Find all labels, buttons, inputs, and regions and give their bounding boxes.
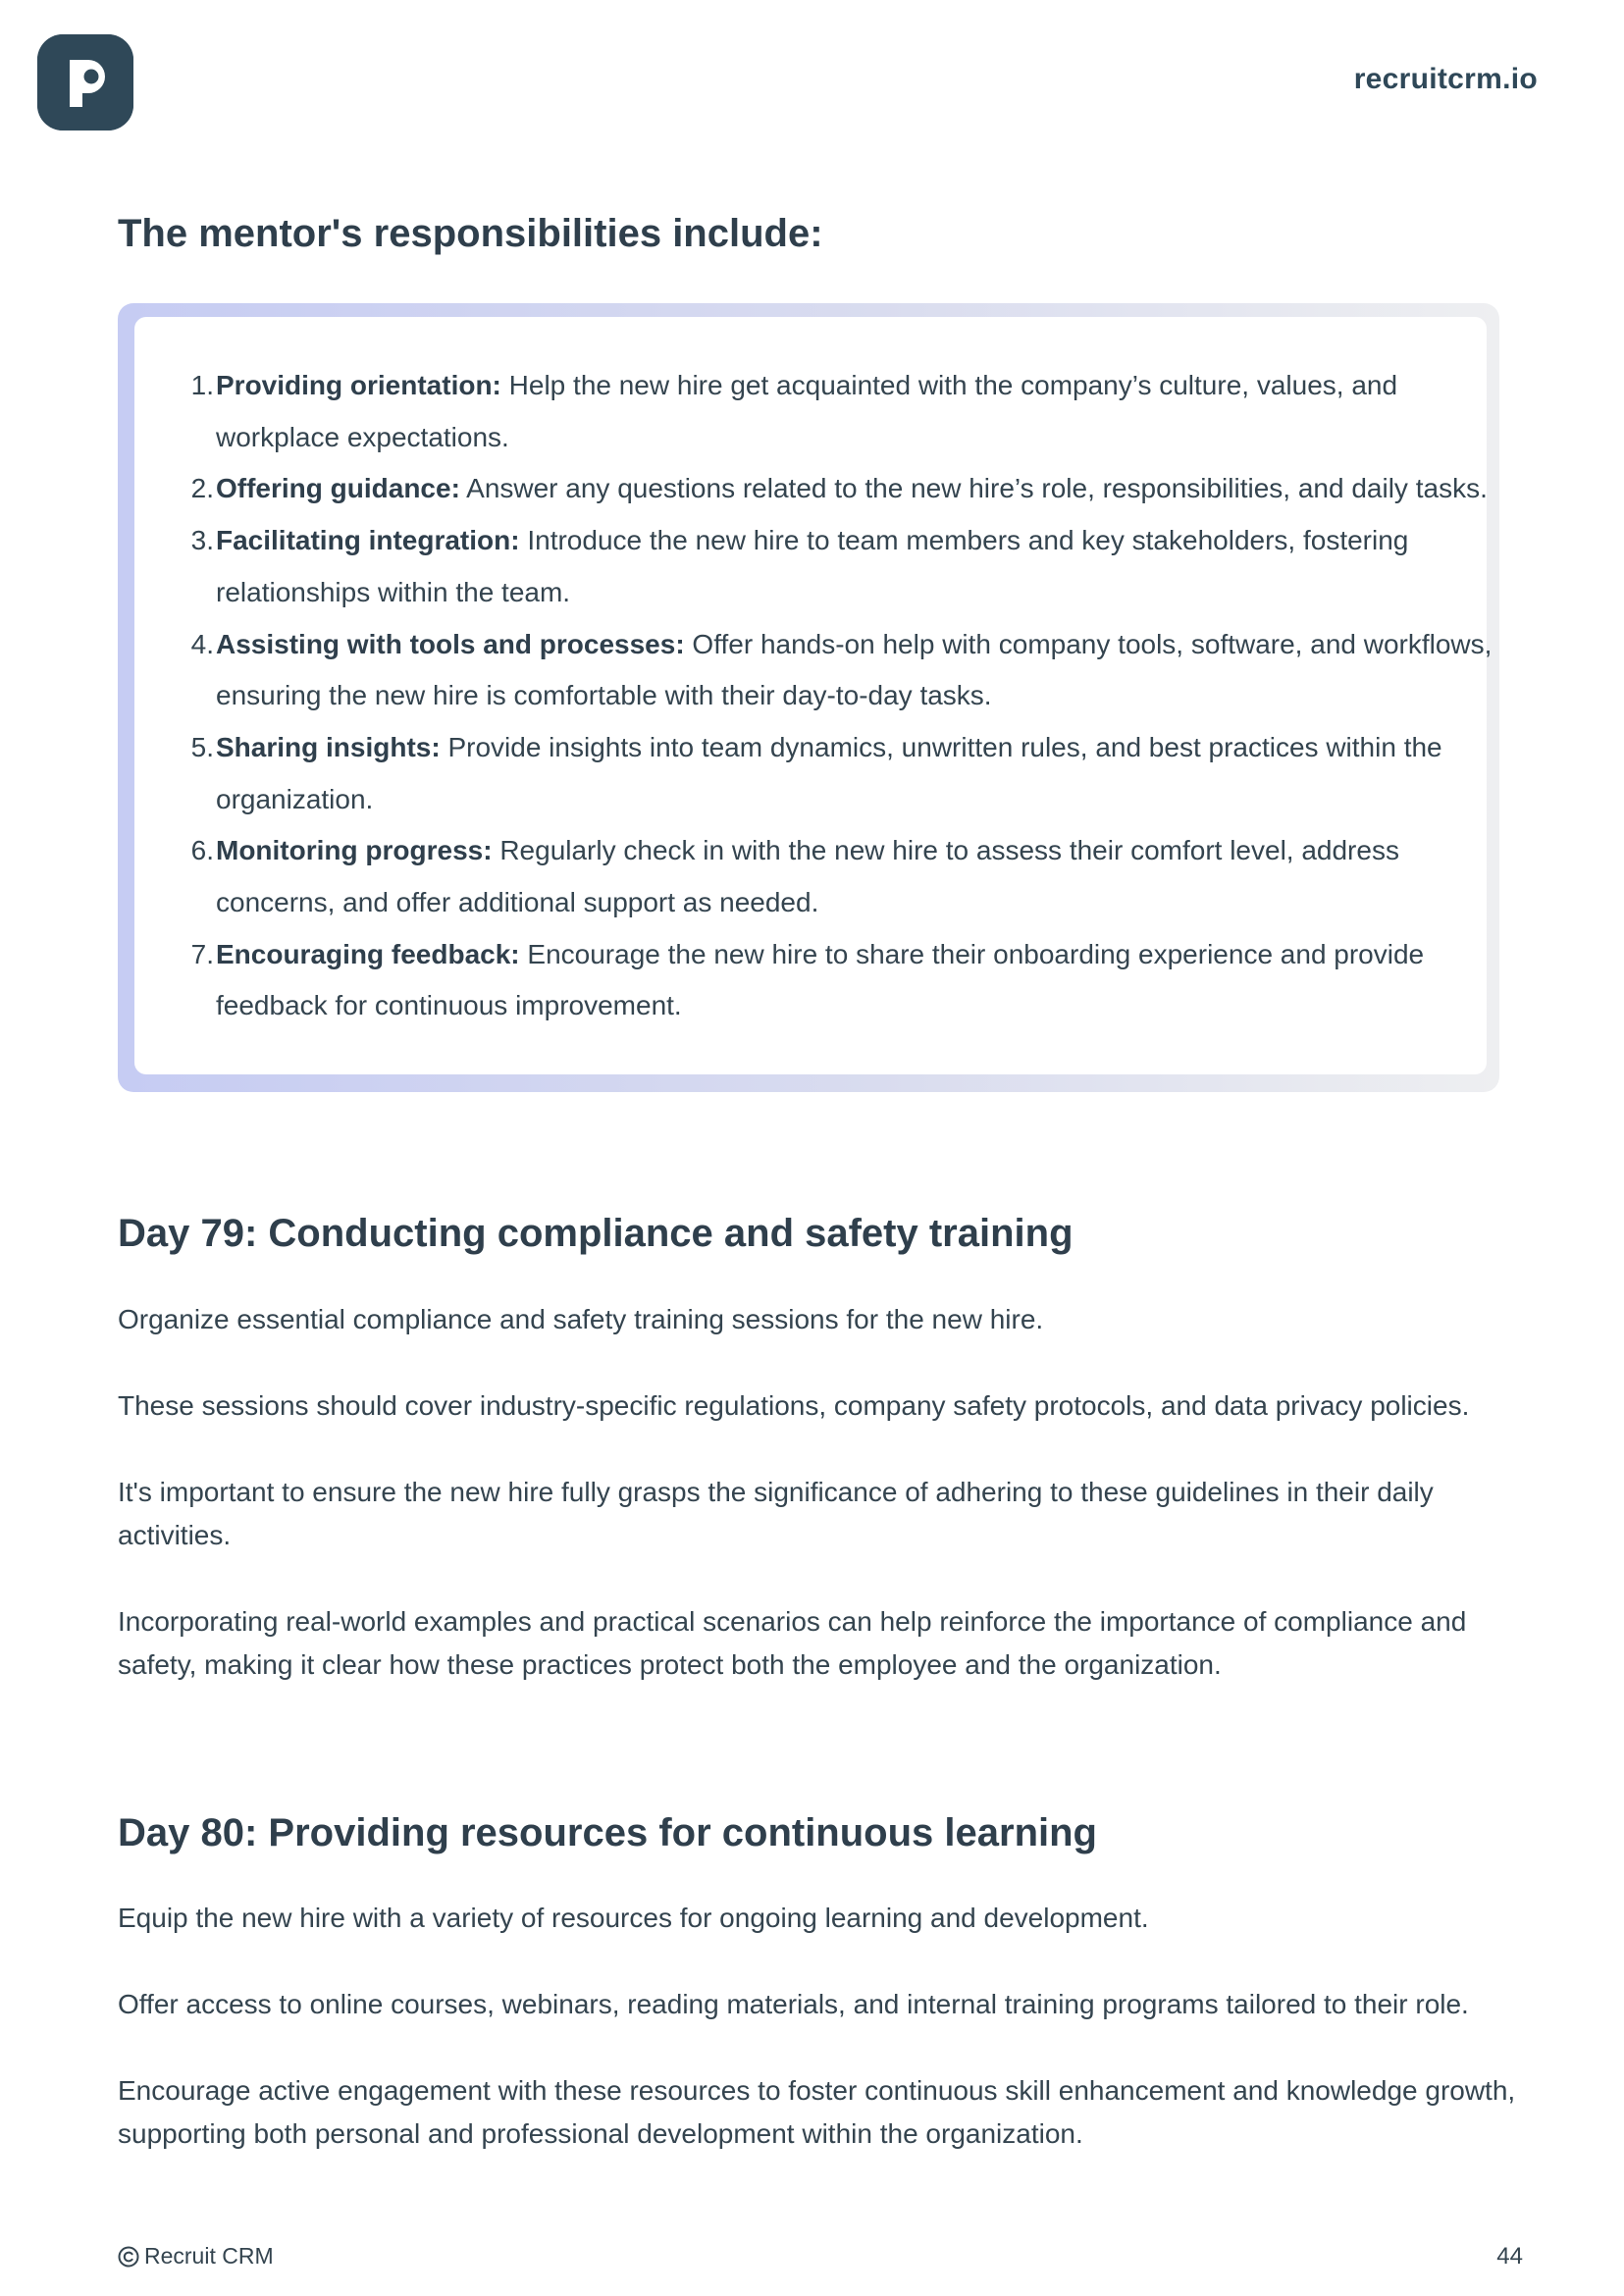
list-text: Offer hands-on help with company tools, software, and workflows, ensuring the new hire is comfortable with their day-to-day tasks. [216, 628, 1493, 711]
day79-paragraph: These sessions should cover industry-specific regulations, company safety protocols, and data privacy policies. [118, 1390, 1470, 1421]
recruitcrm-logo-icon [37, 34, 133, 130]
list-number: 2. [190, 473, 214, 504]
responsibilities-card [118, 303, 1499, 1092]
list-text: Provide insights into team dynamics, unwritten rules, and best practices within the organization. [216, 731, 1442, 814]
mentor-heading: The mentor's responsibilities include: [118, 212, 823, 255]
list-text: Encourage the new hire to share their onboarding experience and provide feedback for continuous improvement. [216, 938, 1425, 1021]
footer-company: Recruit CRM [144, 2243, 274, 2269]
list-number: 3. [190, 525, 214, 556]
footer-copyright [118, 2243, 274, 2270]
list-text: Introduce the new hire to team members and key stakeholders, fostering relationships within the team. [216, 525, 1409, 607]
list-number: 7. [190, 938, 214, 969]
list-item [190, 360, 1501, 463]
copyright-icon [118, 2246, 139, 2268]
day79-paragraph: Organize essential compliance and safety training sessions for the new hire. [118, 1304, 1044, 1334]
list-item [190, 515, 1501, 618]
day79-heading: Day 79: Conducting compliance and safety training [118, 1212, 1074, 1255]
list-number: 4. [190, 628, 214, 659]
list-item [190, 463, 1501, 515]
list-item [190, 929, 1501, 1032]
list-term: Encouraging feedback: [216, 938, 520, 969]
day79-paragraph: Incorporating real-world examples and practical scenarios can help reinforce the importance of compliance and safety, making it clear how these practices protect both the employee and the organization. [118, 1606, 1467, 1680]
day80-paragraph: Offer access to online courses, webinars, reading materials, and internal training programs tailored to their role. [118, 1989, 1469, 2019]
day80-paragraph: Equip the new hire with a variety of resources for ongoing learning and development. [118, 1903, 1149, 1933]
list-item [190, 825, 1501, 928]
list-text: Answer any questions related to the new hire’s role, responsibilities, and daily tasks. [459, 473, 1488, 504]
list-item [190, 619, 1501, 722]
list-number: 1. [190, 370, 214, 400]
list-term: Offering guidance: [216, 473, 460, 504]
day80-paragraph: Encourage active engagement with these resources to foster continuous skill enhancement and knowledge growth, supporting both personal and professional development within the organization. [118, 2075, 1516, 2149]
page-number: 44 [1496, 2243, 1523, 2270]
list-term: Providing orientation: [216, 370, 501, 400]
responsibilities-card-inner [134, 317, 1493, 1074]
list-term: Sharing insights: [216, 731, 441, 762]
list-term: Assisting with tools and processes: [216, 628, 685, 659]
day79-paragraph: It's important to ensure the new hire fully grasps the significance of adhering to these guidelines in their daily activities. [118, 1477, 1434, 1550]
day80-heading: Day 80: Providing resources for continuous learning [118, 1811, 1097, 1854]
list-text: Help the new hire get acquainted with the company’s culture, values, and workplace expectations. [216, 370, 1398, 452]
responsibilities-list [190, 360, 1501, 1032]
list-term: Monitoring progress: [216, 835, 493, 866]
list-item [190, 722, 1501, 825]
list-number: 5. [190, 731, 214, 762]
list-term: Facilitating integration: [216, 525, 520, 556]
list-text: Regularly check in with the new hire to assess their comfort level, address concerns, and offer additional support as needed. [216, 835, 1399, 918]
list-number: 6. [190, 835, 214, 866]
brand-name: recruitcrm.io [1353, 63, 1538, 95]
